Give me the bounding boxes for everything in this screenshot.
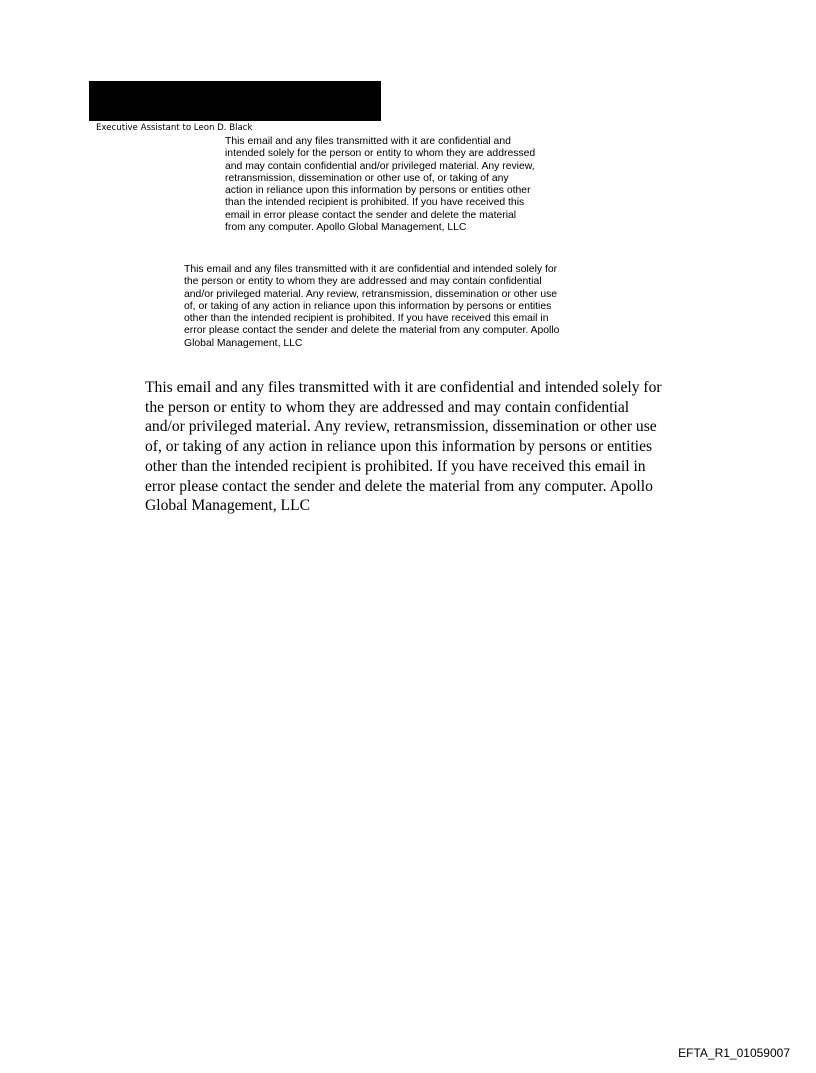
confidentiality-disclaimer-1: This email and any files transmitted with it are confidential and intended solely for the person or entity to whom they are addressed and may contain confidential and/or privileged material. Any review, retransmission, dissemination or other use of, or taking of any action in reliance upon this information by persons or entities other than the intended recipient is prohibited. If you have received this email in error please contact the sender and delete the material from any computer. Apollo Global Management, LLC <box>225 136 536 234</box>
redaction-block <box>89 81 381 121</box>
document-id: EFTA_R1_01059007 <box>678 1046 790 1060</box>
signature-title: Executive Assistant to Leon D. Black <box>96 123 253 133</box>
confidentiality-disclaimer-2: This email and any files transmitted with it are confidential and intended solely for the person or entity to whom they are addressed and may contain confidential and/or privileged material. Any review, retransmission, dissemination or other use of, or taking of any action in reliance upon this information by persons or entities other than the intended recipient is prohibited. If you have received this email in error please contact the sender and delete the material from any computer. Apollo Global Management, LLC <box>184 264 560 349</box>
confidentiality-disclaimer-3: This email and any files transmitted with it are confidential and intended solely for the person or entity to whom they are addressed and may contain confidential and/or privileged material. Any review, retransmission, dissemination or other use of, or taking of any action in reliance upon this information by persons or entities other than the intended recipient is prohibited. If you have received this email in error please contact the sender and delete the material from any computer. Apollo Global Management, LLC <box>145 379 662 515</box>
